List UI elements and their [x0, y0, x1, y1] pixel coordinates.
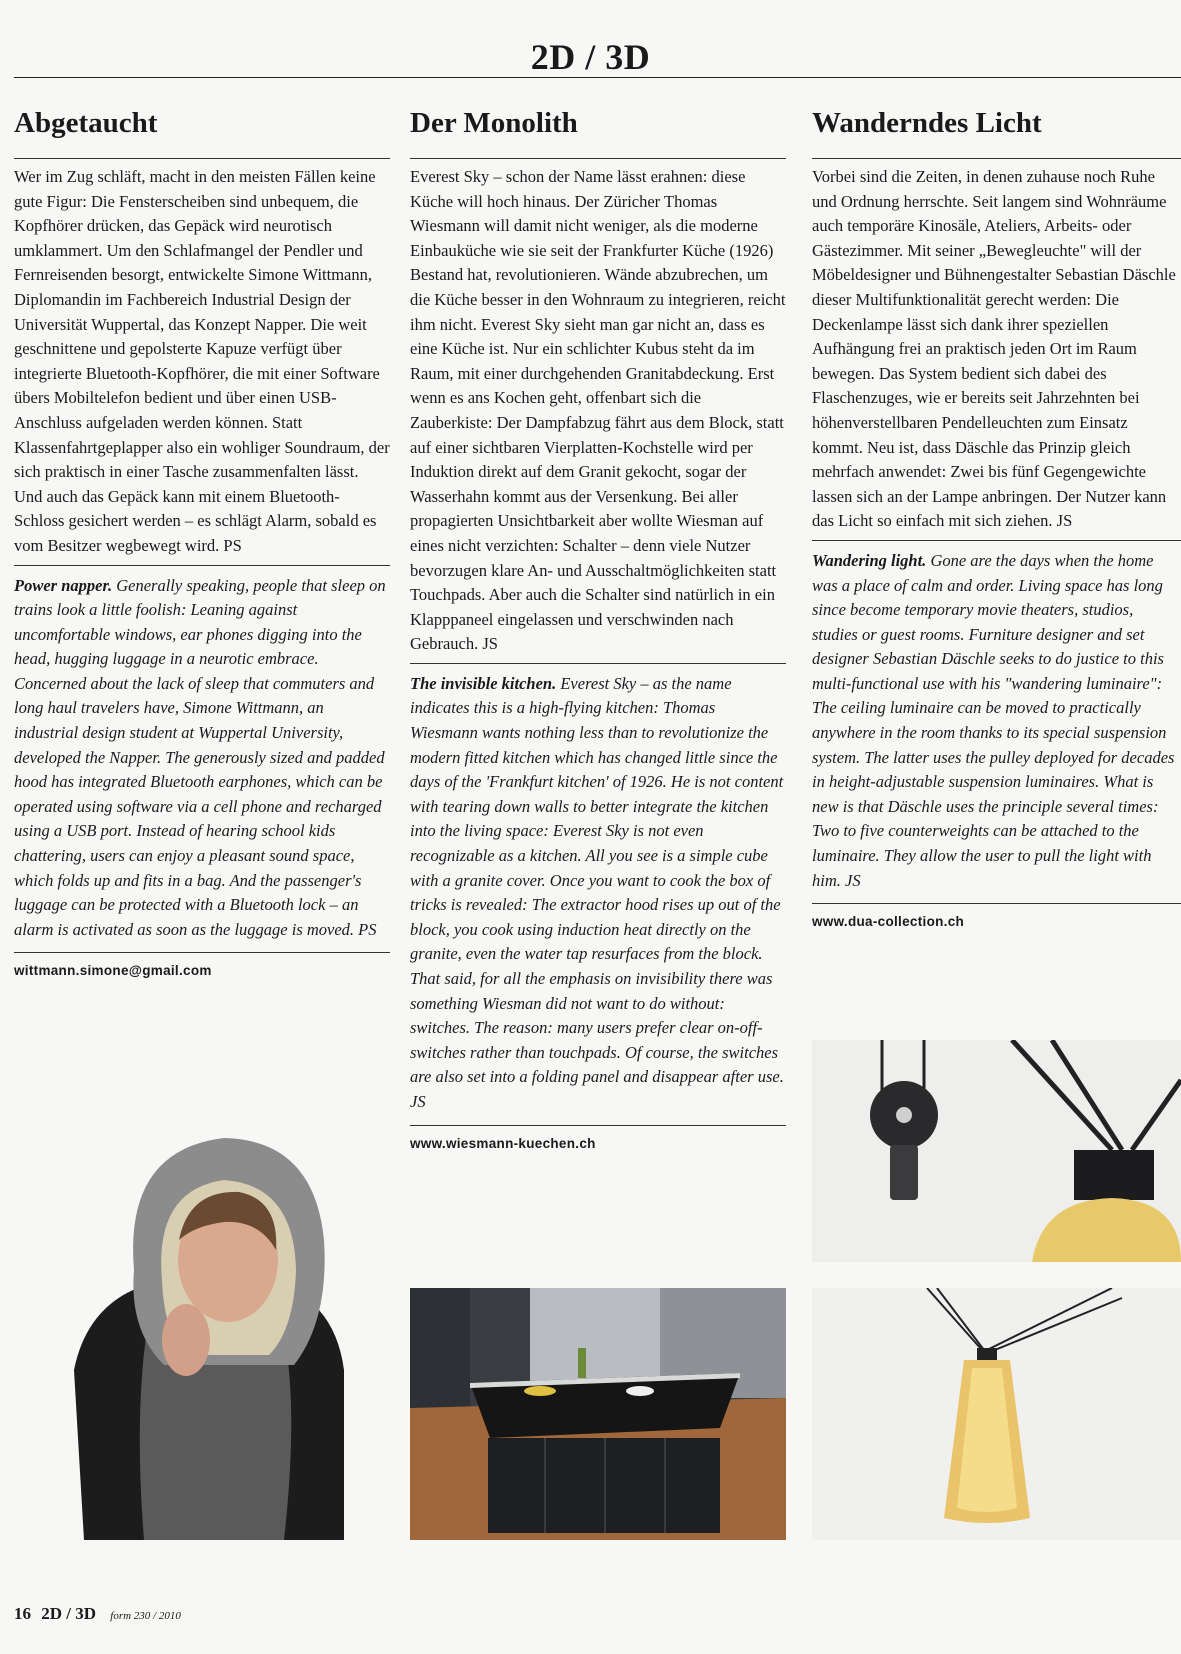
- english-body: Gone are the days when the home was a place of calm and order. Living space has long since become temporary movie theaters, studios, studies or guest rooms. Furniture designer and set designer Sebastian Däschle seeks to do justice to this multi-functional use with his "wandering luminaire": The ceiling luminaire can be moved to practically anywhere in the room thanks to its special suspension system. The latter uses the pulley deployed for decades in height-adjustable suspension luminaires. What is new is that Däschle uses the principle several times: Two to five counterweights can be attached to the luminaire. They allow the user to pull the light with him. JS: [812, 550, 1175, 890]
- english-text: [14, 566, 390, 943]
- website-link[interactable]: www.wiesmann-kuechen.ch: [410, 1135, 596, 1151]
- article-wanderndes-licht: [812, 100, 1181, 935]
- page-number: 16: [14, 1604, 31, 1623]
- page-footer: [14, 1604, 181, 1624]
- article-title: Abgetaucht: [14, 107, 158, 139]
- english-text: [812, 541, 1181, 893]
- hood-illustration: [14, 1130, 390, 1540]
- kitchen-photo: [410, 1288, 786, 1540]
- article-title: Wanderndes Licht: [812, 107, 1042, 139]
- pendant-illustration: [812, 1288, 1181, 1540]
- napper-hood-photo: [14, 1130, 390, 1540]
- english-body: Generally speaking, people that sleep on trains look a little foolish: Leaning against uncomfortable windows, ear phones digging into the head, hugging luggage in a neurotic embrace. Concerned about the lack of sleep that commuters and long haul travelers have, Simone Wittmann, an industrial design student at Wuppertal University, developed the Napper. The generously sized and padded hood has integrated Bluetooth earphones, which can be operated using software via a cell phone and recharged using a USB port. Instead of hearing school kids chattering, users can enjoy a pleasant sound space, which folds up and fits in a bag. And the passenger's luggage can be protected with a Bluetooth lock – an alarm is activated as soon as the luggage is moved. PS: [14, 575, 386, 939]
- pulley-illustration: [812, 1040, 1181, 1262]
- article-title: Der Monolith: [410, 107, 578, 139]
- english-lead: Wandering light.: [812, 550, 927, 570]
- english-lead: The invisible kitchen.: [410, 673, 557, 693]
- footer-issue: form 230 / 2010: [110, 1610, 181, 1622]
- english-lead: Power napper.: [14, 575, 113, 595]
- english-body: Everest Sky – as the name indicates this is a high-flying kitchen: Thomas Wiesmann wants nothing less than to revolutionize the modern fitted kitchen which has changed little since the days of the 'Frankfurt kitchen' of 1926. He is not content with tearing down walls to better integrate the kitchen into the living space: Everest Sky is not even recognizable as a kitchen. All you see is a simple cube with a granite cover. Once you want to cook the box of tricks is revealed: The extractor hood rises up out of the block, you cook using induction heat directly on the granite, even the water tap resurfaces from the block. That said, for all the emphasis on invisibility there was something Wiesman did not want to do without: switches. The reason: many users prefer clear on-off-switches rather than touchpads. Of course, the switches are also set into a folding panel and disappear after use. JS: [410, 673, 784, 1111]
- article-abgetaucht: [14, 100, 390, 984]
- header-rule: [14, 77, 1181, 78]
- german-text: Wer im Zug schläft, macht in den meisten Fällen keine gute Figur: Die Fensterscheiben sind unbequem, die Kopfhörer drücken, das Gepäck wird neurotisch umklammert. Um den Schlafmangel der Pendler und Fernreisenden besorgt, entwickelte Simone Wittmann, Diplomandin im Fachbereich Industrial Design der Universität Wuppertal, das Konzept Napper. Die weit geschnittene und gepolsterte Kapuze verfügt über integrierte Bluetooth-Kopfhörer, die mit einer Software übers Mobiltelefon bedient und über einen USB-Anschluss aufgeladen werden können. Statt Klassenfahrtgeplapper also ein wohliger Soundraum, der sich praktisch in einer Tasche zusammenfalten lässt. Und auch das Gepäck kann mit einem Bluetooth-Schloss gesichert werden – es schlägt Alarm, sobald es vom Besitzer wegbewegt wird. PS: [14, 167, 390, 555]
- footer-section: 2D / 3D: [41, 1604, 97, 1623]
- pendant-lamp-photo: [812, 1288, 1181, 1540]
- contact-link[interactable]: wittmann.simone@gmail.com: [14, 963, 212, 979]
- website-link[interactable]: www.dua-collection.ch: [812, 914, 965, 930]
- german-text: Vorbei sind die Zeiten, in denen zuhause noch Ruhe und Ordnung herrschte. Seit langem sind Wohnräume auch temporäre Kinosäle, Ateliers, Arbeits- oder Gästezimmer. Mit seiner „Bewegleuchte" will der Möbeldesigner und Bühnengestalter Sebastian Däschle dieser Multifunktionalität gerecht werden: Die Deckenlampe lässt sich dank ihrer speziellen Aufhängung frei an praktisch jeden Ort im Raum bewegen. Das System bedient sich dabei des Flaschenzuges, wie er bereits seit Jahrzehnten bei höhenverstellbaren Pendelleuchten zum Einsatz kommt. Neu ist, dass Däschle das Prinzip gleich mehrfach anwendet: Zwei bis fünf Gegengewichte lassen sich an der Lampe anbringen. Der Nutzer kann das Licht so einfach mit sich ziehen. JS: [812, 167, 1176, 531]
- english-text: [410, 664, 786, 1115]
- article-der-monolith: [410, 100, 786, 1157]
- page-header-title: 2D / 3D: [530, 37, 651, 77]
- pulley-lamp-photo: [812, 1040, 1181, 1262]
- kitchen-illustration: [410, 1288, 786, 1540]
- german-text: Everest Sky – schon der Name lässt erahnen: diese Küche will hoch hinaus. Der Züricher Thomas Wiesmann will damit nicht weniger, als die moderne Einbauküche wie sie seit der Frankfurter Küche (1926) Bestand hat, revolutionieren. Wände abzubrechen, um die Küche besser in den Wohnraum zu integrieren, reicht ihm nicht. Everest Sky sieht man gar nicht an, dass es eine Küche ist. Nur ein schlichter Kubus steht da im Raum, mit einer durchgehenden Granitabdeckung. Erst wenn es ans Kochen geht, offenbart sich die Zauberkiste: Der Dampfabzug fährt aus dem Block, statt auf einer sichtbaren Vierplatten-Kochstelle wird per Induktion direkt auf dem Granit gekocht, sogar der Wasserhahn kommt aus der Versenkung. Bei aller propagierten Unsichtbarkeit aber wollte Wiesman auf eines nicht verzichten: Schalter – denn viele Nutzer bevorzugen klare An- und Ausschaltmöglichkeiten statt Touchpads. Aber auch die Schalter sind natürlich in ein Klapppaneel eingelassen und verschwinden nach Gebrauch. JS: [410, 167, 786, 654]
